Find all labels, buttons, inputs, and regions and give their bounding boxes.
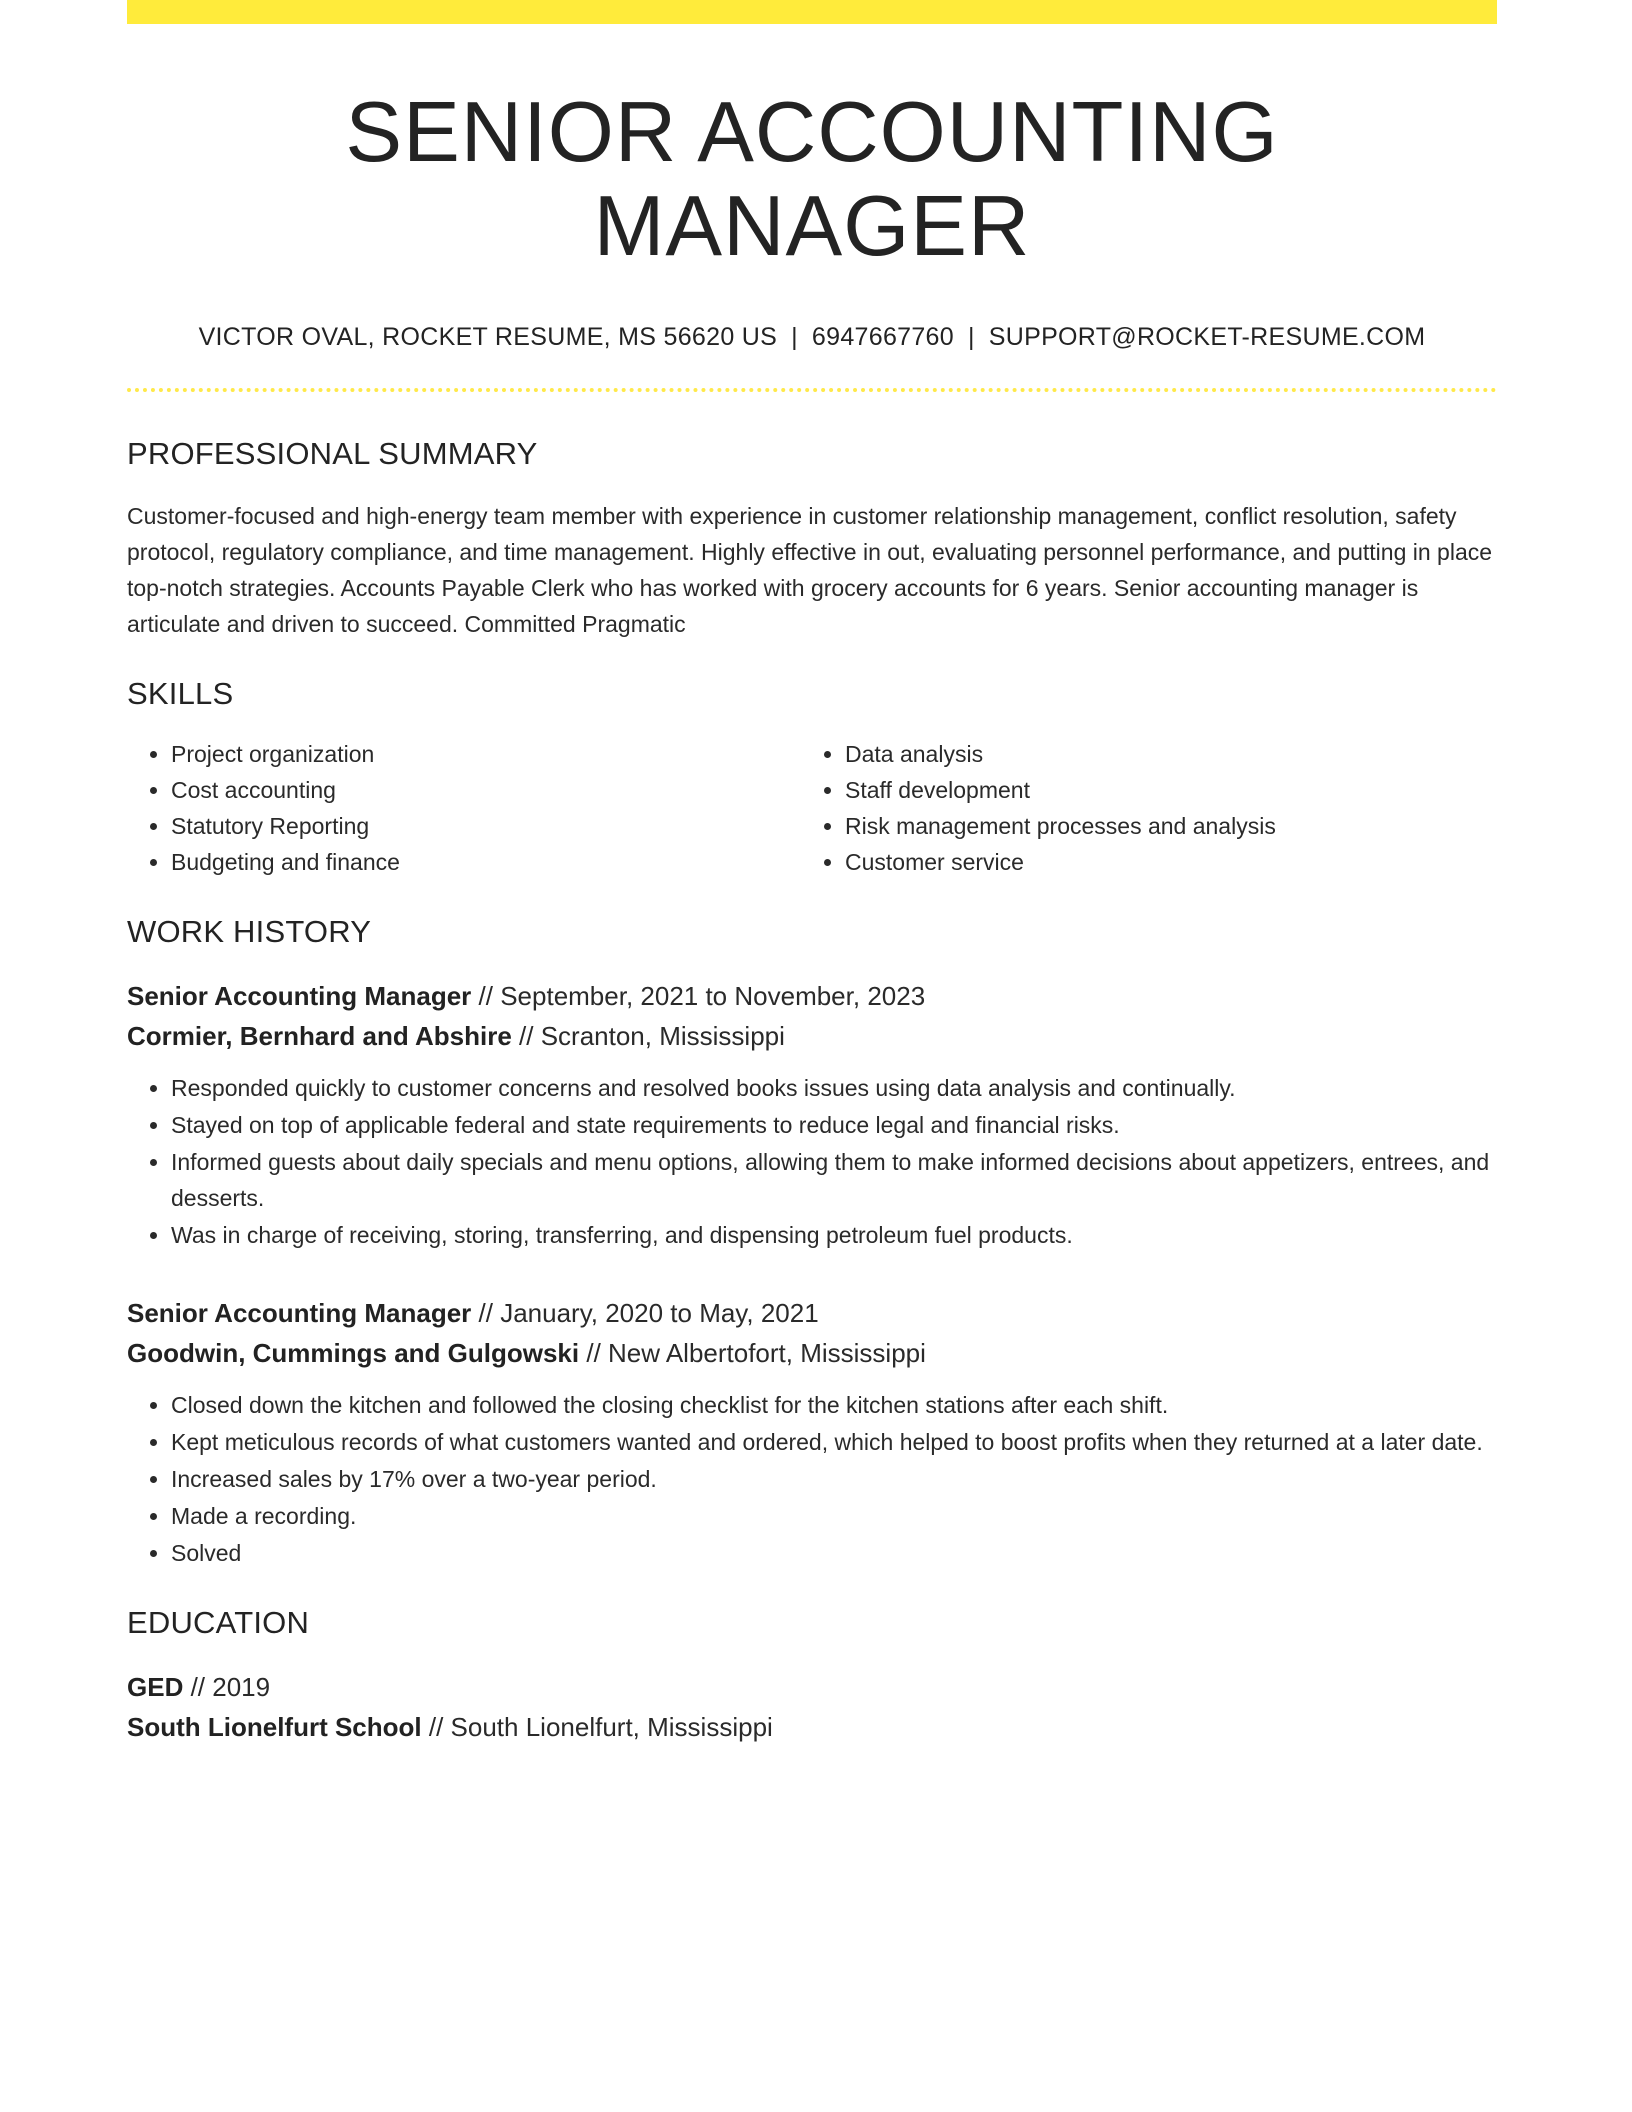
job-company: Goodwin, Cummings and Gulgowski <box>127 1338 580 1368</box>
job-bullet: • Closed down the kitchen and followed the closing checklist for the kitchen stations after each shift. <box>171 1387 1497 1423</box>
contact-separator: | <box>791 323 798 351</box>
job-bullet: • Stayed on top of applicable federal and state requirements to reduce legal and financial risks. <box>171 1107 1497 1143</box>
job-bullet: • Kept meticulous records of what customers wanted and ordered, which helped to boost profits when they returned at a later date. <box>171 1424 1497 1460</box>
job-location: // Scranton, Mississippi <box>519 1021 785 1051</box>
job-bullet: • Informed guests about daily specials and menu options, allowing them to make informed decisions about appetizers, entrees, and desserts. <box>171 1144 1497 1216</box>
job-bullets <box>127 1387 1497 1571</box>
contact-phone: 6947667760 <box>811 323 954 351</box>
skills-column-right <box>801 736 1475 880</box>
contact-address: VICTOR OVAL, ROCKET RESUME, MS 56620 US <box>198 323 778 351</box>
education-year: // 2019 <box>190 1672 271 1702</box>
job-bullet: • Solved <box>171 1535 1497 1571</box>
job-bullet: • Responded quickly to customer concerns and resolved books issues using data analysis and continually. <box>171 1070 1497 1106</box>
job-entry <box>127 1293 1497 1571</box>
contact-line <box>127 323 1497 352</box>
job-dates: // September, 2021 to November, 2023 <box>478 981 926 1011</box>
resume-page <box>127 0 1497 1747</box>
job-bullet: • Was in charge of receiving, storing, transferring, and dispensing petroleum fuel products. <box>171 1217 1497 1253</box>
skill-item: • Staff development <box>845 772 1475 808</box>
job-company-line <box>127 1333 1497 1373</box>
job-location: // New Albertofort, Mississippi <box>586 1338 926 1368</box>
education-degree: GED <box>127 1672 184 1702</box>
work-history-heading: WORK HISTORY <box>127 914 372 949</box>
job-role-line <box>127 976 1497 1016</box>
job-dates: // January, 2020 to May, 2021 <box>478 1298 819 1328</box>
skill-item: • Cost accounting <box>171 772 801 808</box>
job-role: Senior Accounting Manager <box>127 1298 472 1328</box>
education-school: South Lionelfurt School <box>127 1712 422 1742</box>
accent-top-bar <box>127 0 1497 24</box>
skill-item: • Data analysis <box>845 736 1475 772</box>
dotted-divider <box>127 388 1497 392</box>
job-company-line <box>127 1016 1497 1056</box>
job-role-line <box>127 1293 1497 1333</box>
job-bullet: • Made a recording. <box>171 1498 1497 1534</box>
education-heading: EDUCATION <box>127 1605 310 1640</box>
education-degree-line <box>127 1667 1497 1707</box>
job-bullets <box>127 1070 1497 1253</box>
skill-item: • Project organization <box>171 736 801 772</box>
skill-item: • Budgeting and finance <box>171 844 801 880</box>
job-company: Cormier, Bernhard and Abshire <box>127 1021 512 1051</box>
skill-item: • Customer service <box>845 844 1475 880</box>
summary-heading: PROFESSIONAL SUMMARY <box>127 436 538 471</box>
skill-item: • Statutory Reporting <box>171 808 801 844</box>
job-role: Senior Accounting Manager <box>127 981 472 1011</box>
skills-heading: SKILLS <box>127 676 234 711</box>
contact-email: SUPPORT@ROCKET-RESUME.COM <box>988 323 1426 351</box>
skills-column-left <box>127 736 801 880</box>
summary-text: Customer-focused and high-energy team member with experience in customer relationship management, conflict resolution, safety protocol, regulatory compliance, and time management. Highly effective in out, evaluating personnel performance, and putting in place top-notch strategies. Accounts Payable Clerk who has worked with grocery accounts for 6 years. Senior accounting manager is articulate and driven to succeed. Committed Pragmatic <box>127 503 1493 637</box>
job-bullet: • Increased sales by 17% over a two-year period. <box>171 1461 1497 1497</box>
skill-item: • Risk management processes and analysis <box>845 808 1475 844</box>
education-location: // South Lionelfurt, Mississippi <box>428 1712 773 1742</box>
education-entry <box>127 1667 1497 1747</box>
education-school-line <box>127 1707 1497 1747</box>
resume-title: SENIOR ACCOUNTING MANAGER <box>345 85 1279 274</box>
contact-separator: | <box>967 323 975 351</box>
skills-list <box>127 736 1497 880</box>
job-entry <box>127 976 1497 1253</box>
